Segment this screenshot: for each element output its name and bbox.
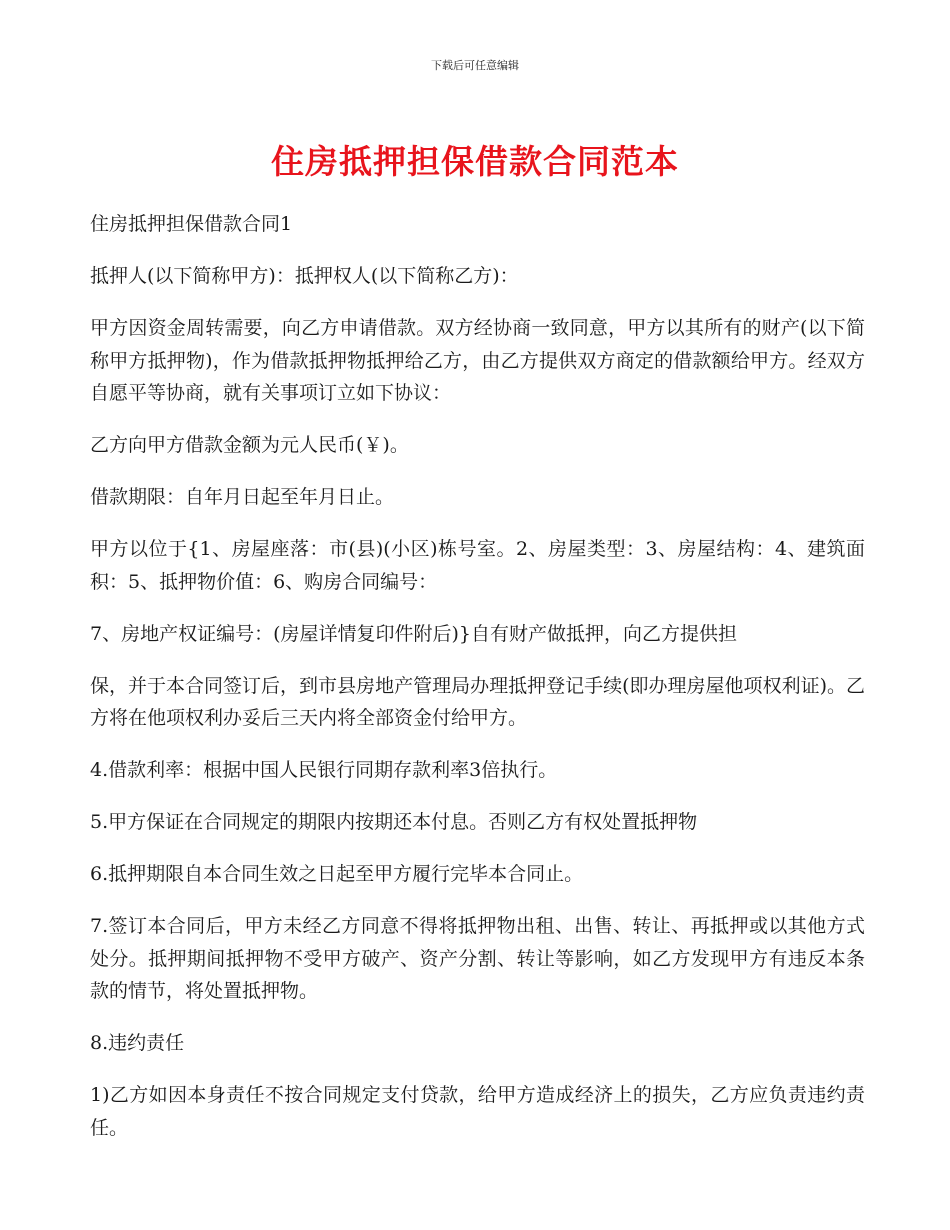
paragraph-purpose: 甲方因资金周转需要，向乙方申请借款。双方经协商一致同意，甲方以其所有的财产(以下简称甲方抵押物)，作为借款抵押物抵押给乙方，由乙方提供双方商定的借款额给甲方。经双方自愿平等协商，就有关事项订立如下协议： — [90, 317, 865, 404]
paragraph-restrictions: 7.签订本合同后，甲方未经乙方同意不得将抵押物出租、出售、转让、再抵押或以其他方式处分。抵押期间抵押物不受甲方破产、资产分割、转让等影响，如乙方发现甲方有违反本条款的情节，将处置抵押物。 — [90, 915, 865, 1002]
paragraph-property-details: 甲方以位于{1、房屋座落：市(县)(小区)栋号室。2、房屋类型：3、房屋结构：4、建筑面积：5、抵押物价值：6、购房合同编号： — [90, 538, 865, 593]
paragraph-parties: 抵押人(以下简称甲方)：抵押权人(以下简称乙方)： — [90, 265, 519, 287]
paragraph-registration: 保，并于本合同签订后，到市县房地产管理局办理抵押登记手续(即办理房屋他项权利证)。乙方将在他项权利办妥后三天内将全部资金付给甲方。 — [90, 674, 865, 729]
document-title: 住房抵押担保借款合同范本 — [271, 142, 679, 181]
paragraph-mortgage-period: 6.抵押期限自本合同生效之日起至甲方履行完毕本合同止。 — [90, 863, 584, 885]
paragraph-repayment: 5.甲方保证在合同规定的期限内按期还本付息。否则乙方有权处置抵押物 — [90, 811, 698, 833]
header-note: 下载后可任意编辑 — [431, 59, 519, 72]
paragraph-liability-clause-1: 1)乙方如因本身责任不按合同规定支付贷款，给甲方造成经济上的损失，乙方应负责违约责任。 — [90, 1084, 865, 1139]
paragraph-interest-rate: 4.借款利率：根据中国人民银行同期存款利率3倍执行。 — [90, 759, 558, 781]
paragraph-certificate: 7、房地产权证编号：(房屋详情复印件附后)}自有财产做抵押，向乙方提供担 — [90, 622, 738, 645]
paragraph-contract-heading: 住房抵押担保借款合同1 — [90, 213, 293, 235]
paragraph-loan-term: 借款期限：自年月日起至年月日止。 — [90, 486, 395, 508]
paragraph-liability-heading: 8.违约责任 — [90, 1032, 185, 1054]
document-body — [90, 208, 865, 1164]
paragraph-loan-amount: 乙方向甲方借款金额为元人民币(￥)。 — [90, 434, 409, 456]
